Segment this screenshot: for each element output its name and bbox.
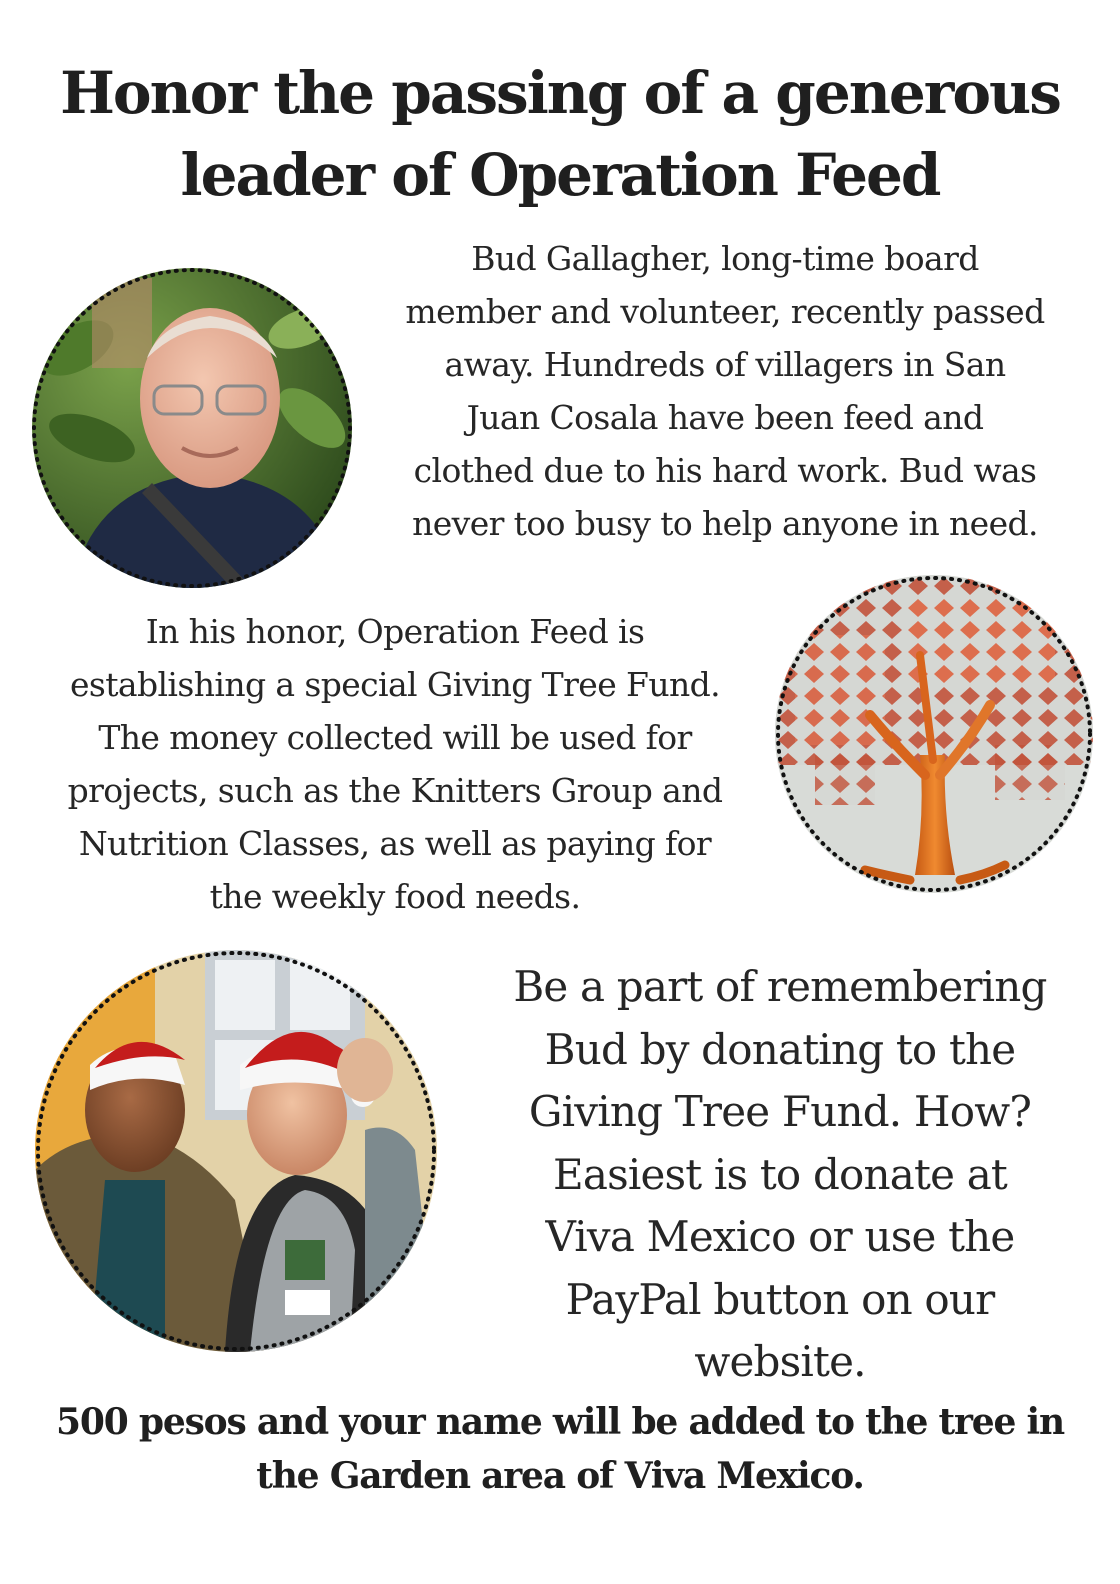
fund-paragraph: [0, 605, 790, 923]
fund-line: In his honor, Operation Feed is: [145, 612, 645, 651]
portrait-photo: [32, 268, 352, 588]
intro-line: Bud Gallagher, long-time board: [471, 239, 979, 278]
fund-line: Nutrition Classes, as well as paying for: [78, 824, 712, 863]
volunteers-photo: [35, 950, 437, 1352]
page-title: [20, 52, 1100, 216]
intro-line: never too busy to help anyone in need.: [412, 504, 1038, 543]
donate-paragraph: [475, 956, 1085, 1394]
donate-line: Viva Mexico or use the: [545, 1212, 1015, 1261]
fund-line: The money collected will be used for: [98, 718, 692, 757]
closing-line: 500 pesos and your name will be added to the tree in: [56, 1401, 1064, 1443]
title-line-1: Honor the passing of a generous: [60, 59, 1060, 127]
donate-line: Easiest is to donate at: [552, 1149, 1008, 1199]
donate-line: Be a part of remembering: [513, 962, 1047, 1011]
intro-paragraph: [345, 232, 1105, 550]
closing-statement: [0, 1395, 1120, 1503]
fund-line: establishing a special Giving Tree Fund.: [69, 665, 721, 704]
fund-line: projects, such as the Knitters Group and: [67, 771, 723, 810]
title-line-2: leader of Operation Feed: [180, 141, 940, 209]
closing-line: the Garden area of Viva Mexico.: [256, 1455, 864, 1497]
giving-tree-photo: [775, 575, 1093, 893]
donate-line: PayPal button on our: [565, 1274, 995, 1324]
fund-line: the weekly food needs.: [209, 877, 581, 916]
donate-line: Bud by donating to the: [544, 1024, 1016, 1074]
donate-line: Giving Tree Fund. How?: [528, 1087, 1032, 1136]
intro-line: member and volunteer, recently passed: [405, 292, 1045, 331]
intro-line: clothed due to his hard work. Bud was: [413, 451, 1037, 490]
intro-line: away. Hundreds of villagers in San: [444, 345, 1006, 384]
donate-line: website.: [694, 1337, 866, 1386]
intro-line: Juan Cosala have been feed and: [466, 398, 984, 437]
